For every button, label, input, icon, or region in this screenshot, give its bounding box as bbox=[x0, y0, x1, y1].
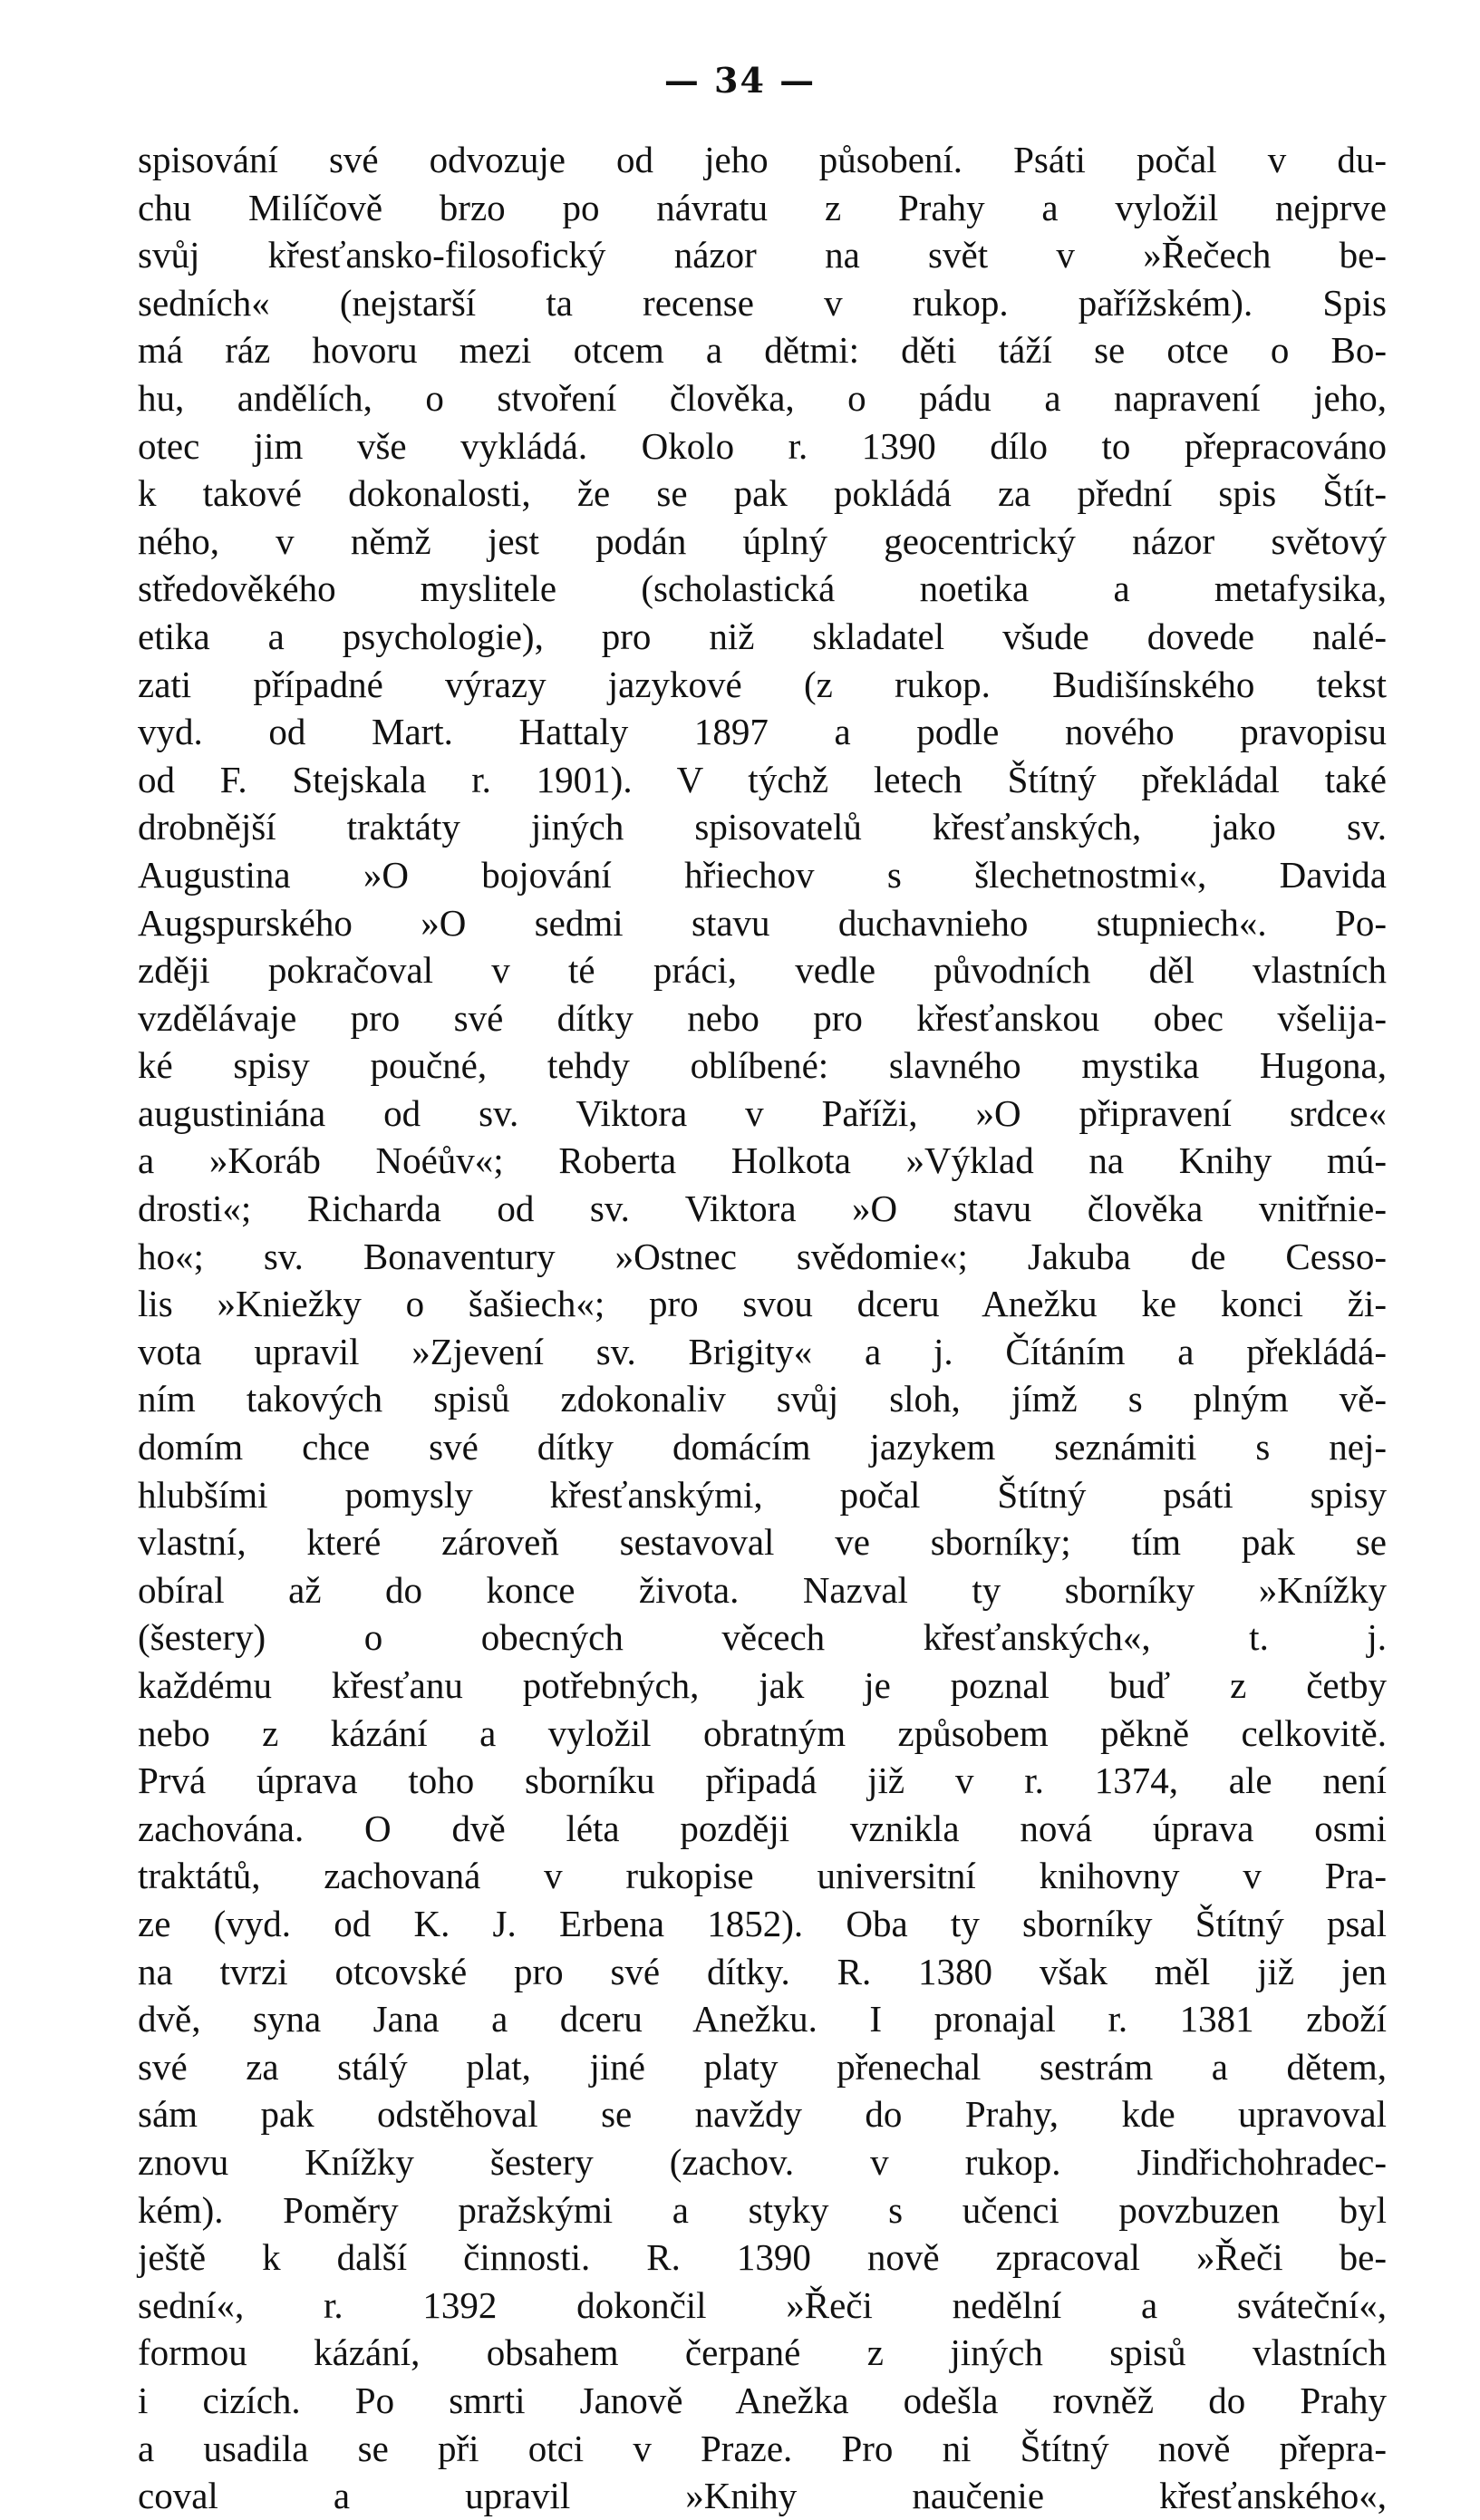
text-line: sední«, r. 1392 dokončil »Řeči nedělní a sváteční«, bbox=[138, 2283, 1387, 2326]
text-line: vlastní, které zároveň sestavoval ve sborníky; tím pak se bbox=[138, 1521, 1387, 1564]
text-line: dvě, syna Jana a dceru Anežku. I pronajal r. 1381 zboží bbox=[138, 1998, 1387, 2040]
text-line: lis »Kniežky o šašiech«; pro svou dceru Anežku ke konci ži- bbox=[138, 1283, 1387, 1325]
text-line: ného, v němž jest podán úplný geocentrický názor světový bbox=[138, 519, 1387, 562]
text-line: každému křesťanu potřebných, jak je poznal buď z četby bbox=[138, 1664, 1387, 1706]
body-text bbox=[138, 136, 1387, 2520]
text-line: a usadila se při otci v Praze. Pro ni Štítný nově přepra- bbox=[138, 2427, 1387, 2469]
text-line: etika a psychologie), pro niž skladatel všude dovede nalé- bbox=[138, 615, 1387, 657]
text-line: ho«; sv. Bonaventury »Ostnec svědomie«; Jakuba de Cesso- bbox=[138, 1235, 1387, 1277]
text-line: své za stálý plat, jiné platy přenechal sestrám a dětem, bbox=[138, 2045, 1387, 2088]
text-line: augustiniána od sv. Viktora v Paříži, »O připravení srdce« bbox=[138, 1091, 1387, 1134]
text-line: ze (vyd. od K. J. Erbena 1852). Oba ty sborníky Štítný psal bbox=[138, 1902, 1387, 1944]
text-line: na tvrzi otcovské pro své dítky. R. 1380 však měl již jen bbox=[138, 1950, 1387, 1992]
text-line: zději pokračoval v té práci, vedle původních děl vlastních bbox=[138, 949, 1387, 992]
text-line: k takové dokonalosti, že se pak pokládá za přední spis Štít- bbox=[138, 472, 1387, 515]
text-line: i cizích. Po smrti Janově Anežka odešla rovněž do Prahy bbox=[138, 2379, 1387, 2421]
text-line: ním takových spisů zdokonaliv svůj sloh, jímž s plným vě- bbox=[138, 1378, 1387, 1420]
page-number: — 34 — bbox=[663, 60, 817, 101]
text-line: otec jim vše vykládá. Okolo r. 1390 dílo to přepracováno bbox=[138, 424, 1387, 467]
text-line: Augustina »O bojování hřiechov s šlechetnostmi«, Davida bbox=[138, 853, 1387, 896]
text-line: zachována. O dvě léta později vznikla nová úprava osmi bbox=[138, 1807, 1387, 1849]
text-line: Augspurského »O sedmi stavu duchavnieho stupniech«. Po- bbox=[138, 901, 1387, 944]
text-line: svůj křesťansko-filosofický názor na svět v »Řečech be- bbox=[138, 234, 1387, 276]
text-line: hu, andělích, o stvoření člověka, o pádu a napravení jeho, bbox=[138, 376, 1387, 419]
text-line: traktátů, zachovaná v rukopise universitní knihovny v Pra- bbox=[138, 1855, 1387, 1897]
text-line: (šestery) o obecných věcech křesťanských«, t. j. bbox=[138, 1616, 1387, 1659]
text-line: chu Milíčově brzo po návratu z Prahy a vyložil nejprve bbox=[138, 186, 1387, 228]
text-line: coval a upravil »Knihy naučenie křesťanského«, bbox=[138, 2475, 1387, 2517]
text-line: domím chce své dítky domácím jazykem seznámiti s nej- bbox=[138, 1426, 1387, 1468]
text-line: ještě k další činnosti. R. 1390 nově zpracoval »Řeči be- bbox=[138, 2236, 1387, 2279]
text-line: ké spisy poučné, tehdy oblíbené: slavného mystika Hugona, bbox=[138, 1044, 1387, 1087]
text-line: vyd. od Mart. Hattaly 1897 a podle nového pravopisu bbox=[138, 711, 1387, 753]
text-line: kém). Poměry pražskými a styky s učenci povzbuzen byl bbox=[138, 2188, 1387, 2231]
text-line: drobnější traktáty jiných spisovatelů křesťanských, jako sv. bbox=[138, 806, 1387, 848]
text-line: vota upravil »Zjevení sv. Brigity« a j. Čítáním a překládá- bbox=[138, 1330, 1387, 1372]
text-line: a »Koráb Noéův«; Roberta Holkota »Výklad na Knihy mú- bbox=[138, 1139, 1387, 1182]
text-line: vzdělávaje pro své dítky nebo pro křesťanskou obec všelija- bbox=[138, 996, 1387, 1039]
text-line: spisování své odvozuje od jeho působení. Psáti počal v du- bbox=[138, 139, 1387, 180]
text-line: Prvá úprava toho sborníku připadá již v r. 1374, ale není bbox=[138, 1759, 1387, 1802]
text-line: znovu Knížky šestery (zachov. v rukop. Jindřichohradec- bbox=[138, 2140, 1387, 2183]
text-line: od F. Stejskala r. 1901). V týchž letech Štítný překládal také bbox=[138, 758, 1387, 800]
text-line: nebo z kázání a vyložil obratným způsobem pěkně celkovitě. bbox=[138, 1711, 1387, 1754]
text-line: hlubšími pomysly křesťanskými, počal Štítný psáti spisy bbox=[138, 1473, 1387, 1516]
text-line: drosti«; Richarda od sv. Viktora »O stavu člověka vnitřnie- bbox=[138, 1187, 1387, 1230]
text-line: sám pak odstěhoval se navždy do Prahy, kde upravoval bbox=[138, 2093, 1387, 2136]
text-line: sedních« (nejstarší ta recense v rukop. pařížském). Spis bbox=[138, 281, 1387, 324]
text-line: formou kázání, obsahem čerpané z jiných spisů vlastních bbox=[138, 2331, 1387, 2374]
text-line: zati případné výrazy jazykové (z rukop. Budišínského tekst bbox=[138, 663, 1387, 705]
text-line: středověkého myslitele (scholastická noetika a metafysika, bbox=[138, 567, 1387, 610]
text-line: obíral až do konce života. Nazval ty sborníky »Knížky bbox=[138, 1568, 1387, 1611]
text-line: má ráz hovoru mezi otcem a dětmi: děti táží se otce o Bo- bbox=[138, 329, 1387, 372]
